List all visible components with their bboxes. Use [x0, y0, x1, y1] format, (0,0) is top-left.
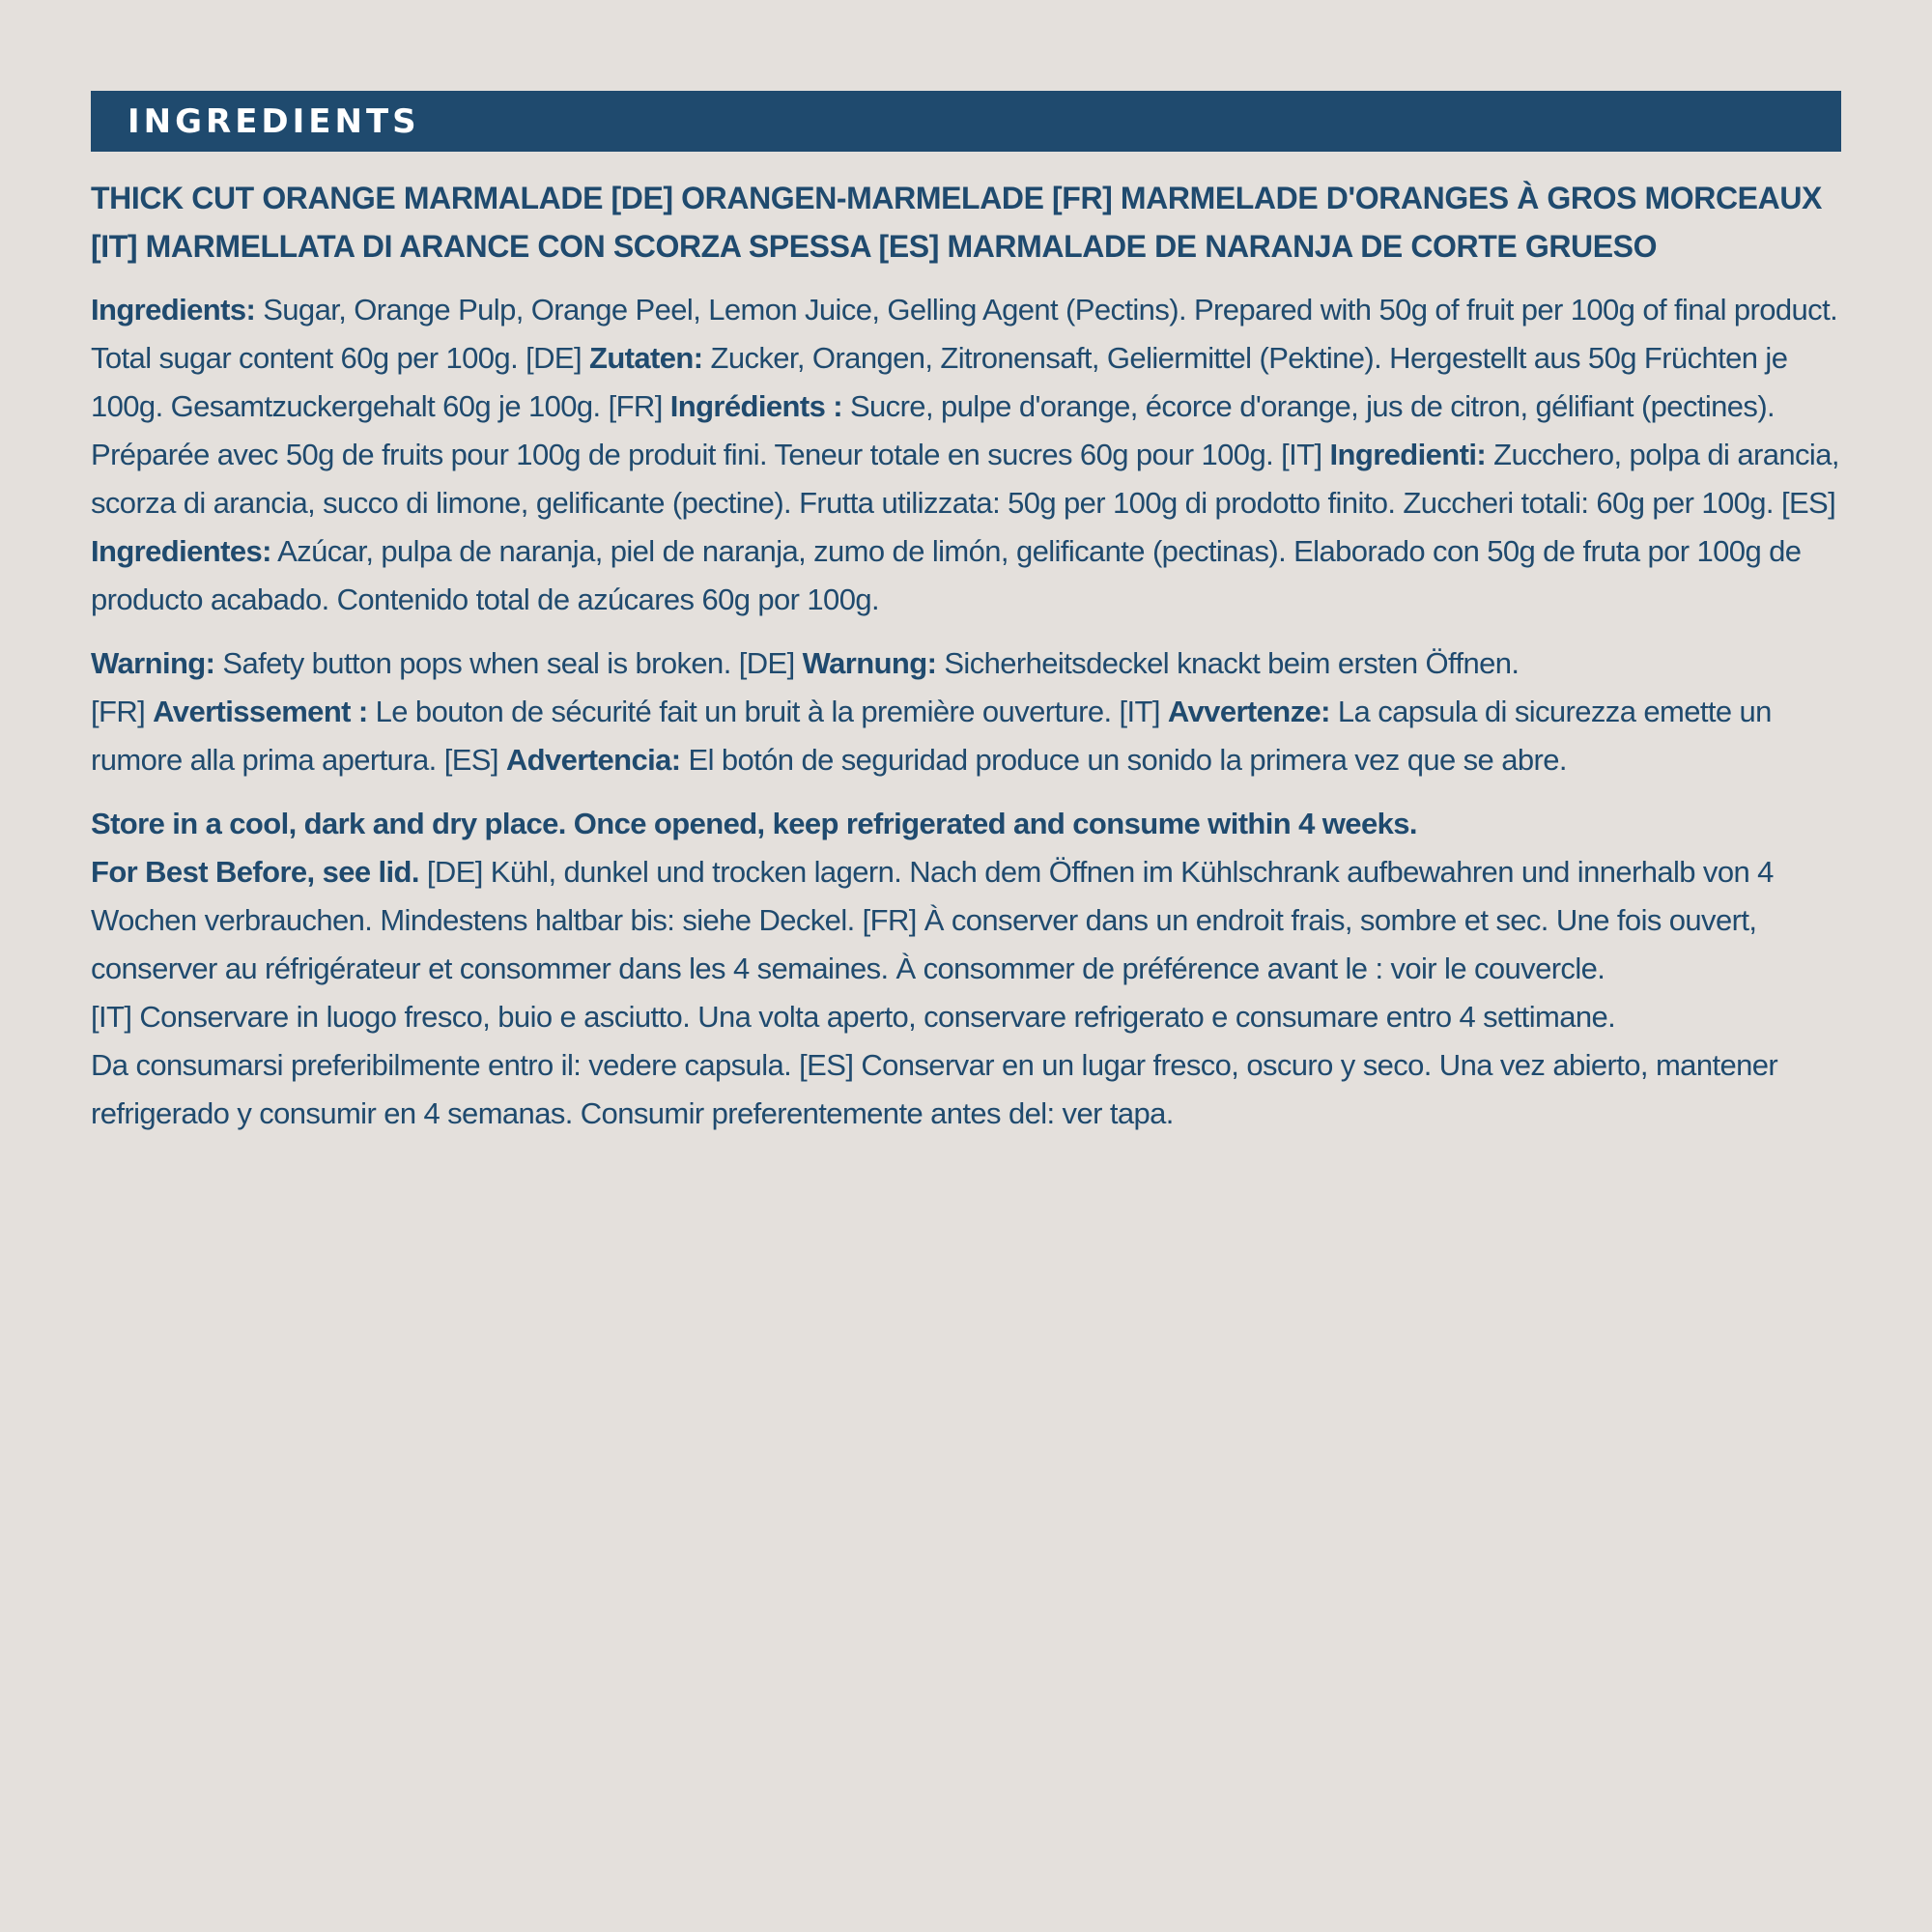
- warning-line-1: [91, 639, 1841, 688]
- warning-text-it: La capsula di sicurezza emette un rumore alla prima apertura. [ES]: [91, 695, 1772, 777]
- warning-text-en: Safety button pops when seal is broken. [DE]: [214, 646, 803, 680]
- best-before-label: For Best Before, see lid.: [91, 855, 419, 889]
- warning-label-fr: Avertissement :: [153, 695, 368, 728]
- storage-instruction-en: Store in a cool, dark and dry place. Once opened, keep refrigerated and consume within 4 weeks.: [91, 807, 1417, 840]
- storage-line-de-fr: [91, 848, 1841, 993]
- ingredients-text-en: Sugar, Orange Pulp, Orange Peel, Lemon Juice, Gelling Agent (Pectins). Prepared with 50g of fruit per 100g of final product. Total sugar content 60g per 100g. [DE]: [91, 293, 1838, 375]
- warning-prefix-fr: [FR]: [91, 695, 154, 728]
- warning-label-en: Warning:: [91, 646, 215, 680]
- warning-label-es: Advertencia:: [505, 743, 681, 777]
- storage-text-es: Da consumarsi preferibilmente entro il: vedere capsula. [ES] Conservar en un lugar fresco, oscuro y seco. Una vez abierto, mantener refrigerado y consumir en 4 semanas. Consumir preferentemente antes del: ver tapa.: [91, 1048, 1778, 1130]
- ingredients-text-it: Zucchero, polpa di arancia, scorza di arancia, succo di limone, gelificante (pectine). Frutta utilizzata: 50g per 100g di prodotto finito. Zuccheri totali: 60g per 100g. [ES]: [91, 438, 1839, 520]
- ingredients-heading: INGREDIENTS: [128, 101, 420, 141]
- ingredients-panel: [91, 91, 1841, 1138]
- ingredients-paragraph: [91, 286, 1841, 624]
- storage-text-de-fr: [DE] Kühl, dunkel und trocken lagern. Nach dem Öffnen im Kühlschrank aufbewahren und innerhalb von 4 Wochen verbrauchen. Mindestens haltbar bis: siehe Deckel. [FR] À conserver dans un endroit frais, sombre et sec. Une fois ouvert, conserver au réfrigérateur et consommer dans les 4 semaines. À consommer de préférence avant le : voir le couvercle.: [91, 855, 1774, 985]
- ingredients-header-bar: [91, 91, 1841, 152]
- warning-label-it: Avvertenze:: [1167, 695, 1330, 728]
- product-title: [91, 174, 1841, 270]
- warning-line-rest: [91, 688, 1841, 784]
- warning-paragraph: [91, 639, 1841, 784]
- ingredients-label-en: Ingredients:: [91, 293, 256, 327]
- warning-text-de: Sicherheitsdeckel knackt beim ersten Öffnen.: [936, 646, 1520, 680]
- product-title-line-2: [IT] MARMELLATA DI ARANCE CON SCORZA SPESSA [ES] MARMALADE DE NARANJA DE CORTE GRUESO: [91, 229, 1658, 264]
- warning-text-fr: Le bouton de sécurité fait un bruit à la première ouverture. [IT]: [367, 695, 1168, 728]
- ingredients-label-es: Ingredientes:: [91, 534, 271, 568]
- storage-paragraph: [91, 848, 1841, 1138]
- storage-text-it: [IT] Conservare in luogo fresco, buio e asciutto. Una volta aperto, conservare refrigerato e consumare entro 4 settimane.: [91, 1000, 1616, 1034]
- warning-text-es: El botón de seguridad produce un sonido la primera vez que se abre.: [680, 743, 1567, 777]
- ingredients-label-de: Zutaten:: [589, 341, 703, 375]
- warning-label-de: Warnung:: [802, 646, 937, 680]
- ingredients-label-fr: Ingrédients :: [669, 389, 842, 423]
- ingredients-text-fr: Sucre, pulpe d'orange, écorce d'orange, jus de citron, gélifiant (pectines). Préparée avec 50g de fruits pour 100g de produit fini. Teneur totale en sucres 60g pour 100g. [IT]: [91, 389, 1776, 471]
- product-title-line-1: THICK CUT ORANGE MARMALADE [DE] ORANGEN-MARMELADE [FR] MARMELADE D'ORANGES À GROS MORCEAUX: [91, 181, 1822, 215]
- ingredients-label-it: Ingredienti:: [1329, 438, 1487, 471]
- ingredients-text-es: Azúcar, pulpa de naranja, piel de naranja, zumo de limón, gelificante (pectinas). Elaborado con 50g de fruta por 100g de producto acabado. Contenido total de azúcares 60g por 100g.: [91, 534, 1802, 616]
- ingredients-text-de: Zucker, Orangen, Zitronensaft, Geliermittel (Pektine). Hergestellt aus 50g Früchten je 100g. Gesamtzuckergehalt 60g je 100g. [FR]: [91, 341, 1788, 423]
